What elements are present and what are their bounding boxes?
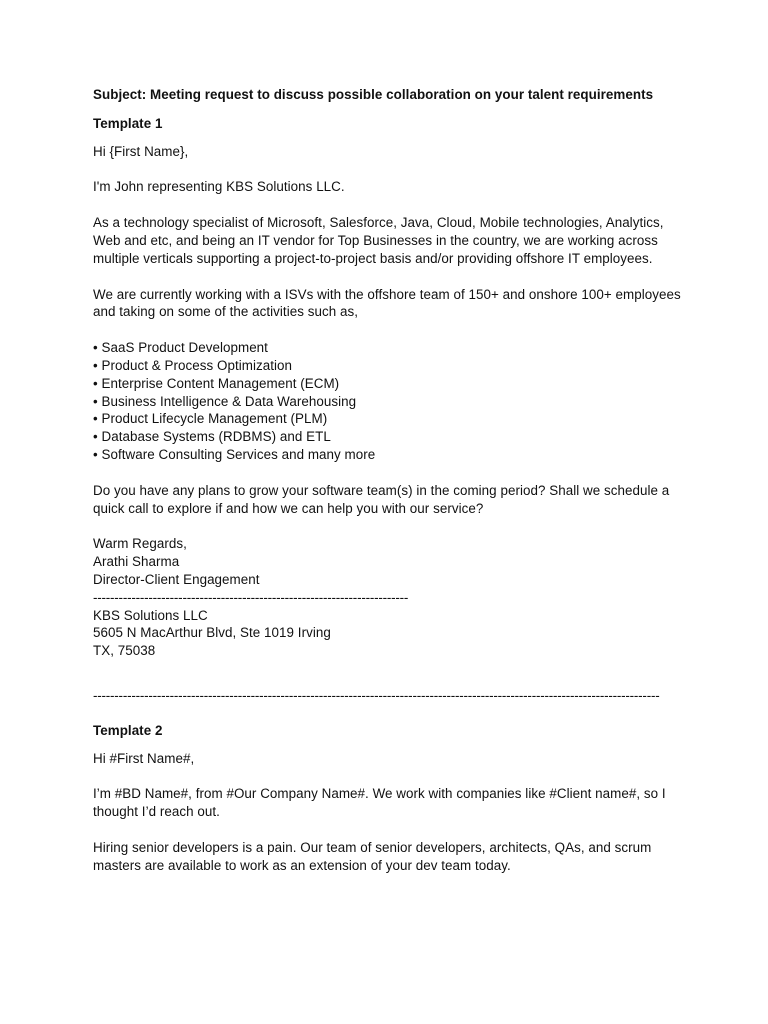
template-1-greeting: Hi {First Name}, [93, 143, 189, 159]
template-2-paragraph-2: Hiring senior developers is a pain. Our team of senior developers, architects, QAs, and scrum masters are available to work as an extension of your dev team today. [93, 839, 652, 873]
template-1-paragraph-3: Do you have any plans to grow your software team(s) in the coming period? Shall we schedule a quick call to explore if and how we can help you with our service? [93, 482, 670, 516]
document-page [93, 86, 693, 893]
signature-divider: -------------------------------------------------------------------------- [93, 589, 409, 605]
template-1-paragraph-2: We are currently working with a ISVs with the offshore team of 150+ and onshore 100+ employees and taking on some of the activities such as, [93, 286, 681, 320]
template-2-paragraph-1: I’m #BD Name#, from #Our Company Name#. We work with companies like #Client name#, so I thought I’d reach out. [93, 786, 666, 820]
template-1-intro: I'm John representing KBS Solutions LLC. [93, 179, 345, 195]
template-2-greeting: Hi #First Name#, [93, 750, 195, 766]
list-item: • Enterprise Content Management (ECM) [93, 375, 340, 391]
address-line-2: TX, 75038 [93, 643, 156, 659]
template-2-heading: Template 2 [93, 722, 163, 738]
company-name: KBS Solutions LLC [93, 607, 208, 623]
sender-title: Director-Client Engagement [93, 571, 260, 587]
template-divider: ------------------------------------------------------------------------------------------------------------------------------------- [93, 687, 660, 703]
service-list [93, 339, 693, 464]
list-item: • Database Systems (RDBMS) and ETL [93, 429, 331, 445]
list-item: • Product Lifecycle Management (PLM) [93, 411, 328, 427]
list-item: • Business Intelligence & Data Warehousing [93, 393, 357, 409]
list-item: • SaaS Product Development [93, 340, 268, 356]
template-1-paragraph-1: As a technology specialist of Microsoft, Salesforce, Java, Cloud, Mobile technologies, Analytics, Web and etc, and being an IT vendor for Top Businesses in the country, we are working across multiple verticals supporting a project-to-project basis and/or providing offshore IT employees. [93, 215, 664, 266]
sender-name: Arathi Sharma [93, 554, 180, 570]
list-item: • Product & Process Optimization [93, 357, 293, 373]
email-subject: Subject: Meeting request to discuss possible collaboration on your talent requirements [93, 87, 654, 102]
address-line-1: 5605 N MacArthur Blvd, Ste 1019 Irving [93, 625, 331, 641]
signoff: Warm Regards, [93, 536, 187, 552]
template-1-heading: Template 1 [93, 115, 163, 131]
list-item: • Software Consulting Services and many more [93, 446, 376, 462]
